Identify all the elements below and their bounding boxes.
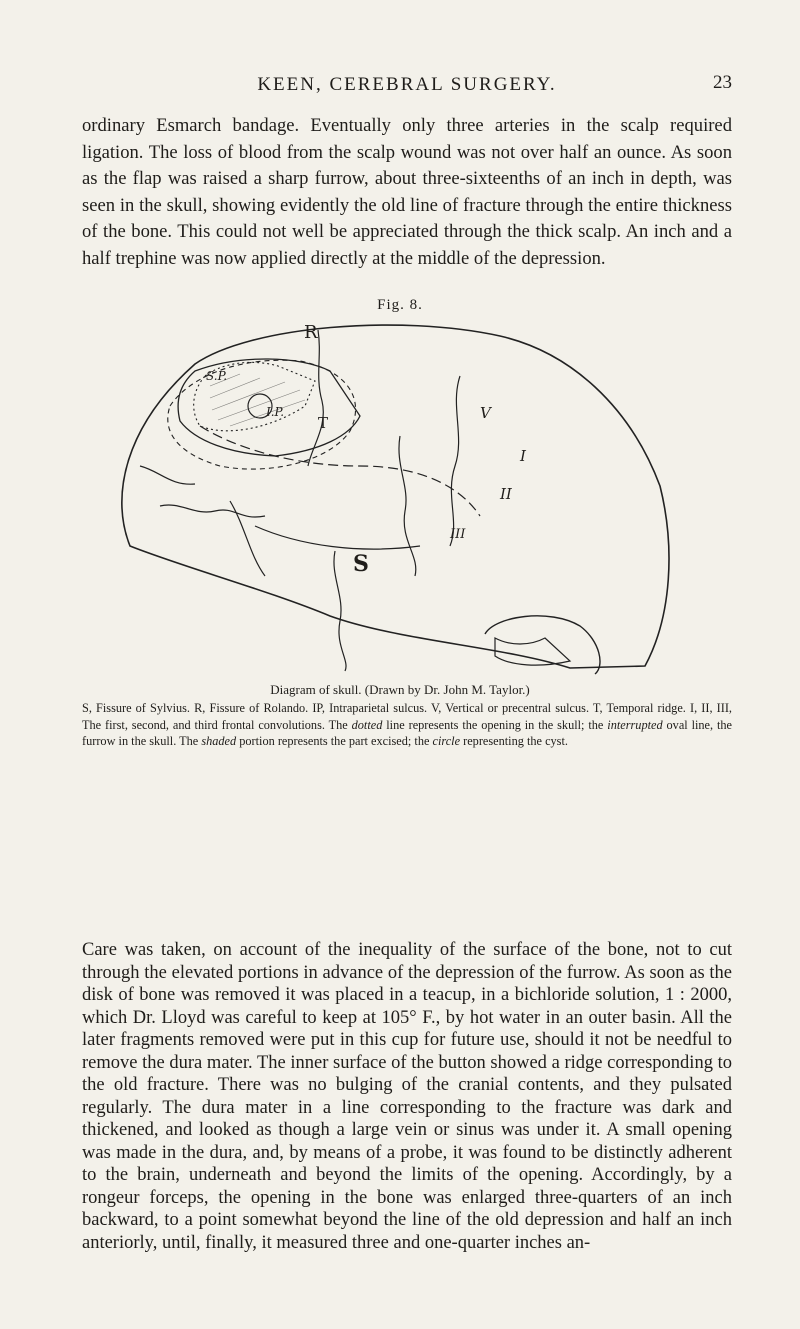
precentral-sulcus (399, 436, 416, 576)
figure-label: Fig. 8. (377, 297, 423, 313)
page-number: 23 (713, 72, 732, 93)
legend-part-5: representing the cyst. (460, 734, 568, 748)
legend-part-4: portion represents the part excised; the (236, 734, 433, 748)
label-v: V (480, 404, 491, 422)
sylvius-fissure (255, 526, 420, 549)
paragraph-operation: Care was taken, on account of the inequality of the surface of the bone, not to cut through the elevated portions in advance of the depression of the furrow. As soon as the disk of bone was removed it was placed in a teacup, in a bichloride solution, 1 : 2000, which Dr. Lloyd was careful to keep at 105° F., by hot water in an outer basin. All the later fragments removed were put in this cup for future use, should it not be needful to remove the dura mater. The inner surface of the button showed a ridge corresponding to the old fracture. There was no bulging of the cranial contents, and they pulsated regularly. The dura mater in a line corresponding to the fracture was dark and thickened, and looked as though a large vein or sinus was under it. A small opening was made in the dura, and, by means of a probe, it was found to be distinctly adherent to the brain, underneath and beyond the limits of the opening. Accordingly, by a rongeur forceps, the opening in the bone was enlarged three-quarters of an inch backward, to a point somewhat beyond the line of the old depression and half an inch anteriorly, until, finally, it measured three and one-quarter inches an- (82, 940, 732, 1253)
occipital-squiggle (140, 466, 195, 484)
label-i: I (520, 447, 526, 465)
figure-caption: Diagram of skull. (Drawn by Dr. John M. Taylor.) (270, 682, 530, 697)
inner-sulcus (230, 501, 265, 576)
legend-part-3: oval line, the furrow in the skull. The (82, 717, 733, 748)
frontal-sulcus (450, 376, 460, 546)
running-head: KEEN, CEREBRAL SURGERY. (257, 74, 557, 95)
legend-circle: circle (432, 734, 461, 748)
skull-diagram (100, 316, 680, 676)
label-ii: II (500, 485, 512, 503)
label-iii: III (450, 527, 466, 542)
figure-legend (82, 700, 732, 750)
label-t: T (318, 414, 329, 432)
label-r: R (304, 322, 318, 343)
legend-part-2: line represents the opening in the skull; the (382, 717, 608, 732)
skull-diagram-svg (100, 316, 680, 676)
lower-sulcus (334, 551, 346, 671)
temporal-ridge (200, 426, 480, 516)
label-sp: S.P. (206, 369, 228, 383)
legend-dotted: dotted (351, 717, 383, 732)
label-s: S (353, 551, 369, 577)
legend-interrupted: interrupted (607, 717, 663, 732)
paragraph-opening: ordinary Esmarch bandage. Eventually only three arteries in the scalp required ligation. The loss of blood from the scalp wound was not over half an ounce. As soon as the flap was raised a sharp furrow, about three-sixteenths of an inch in depth, was seen in the skull, showing evidently the old line of fracture through the entire thickness of the bone. This could not well be appreciated through the thick scalp. An inch and a half trephine was now applied directly at the middle of the depression. (82, 115, 732, 269)
legend-shaded: shaded (201, 734, 237, 748)
label-ip: I.P. (266, 405, 285, 419)
temporal-squiggle (160, 505, 265, 517)
legend-part-1: S, Fissure of Sylvius. R, Fissure of Rolando. IP, Intraparietal sulcus. V, Vertical or precentral sulcus. T, Temporal ridge. I, II, III, The first, second, and third frontal convolutions. The (82, 701, 732, 732)
page-header (82, 74, 732, 98)
ear-outline (495, 638, 570, 665)
